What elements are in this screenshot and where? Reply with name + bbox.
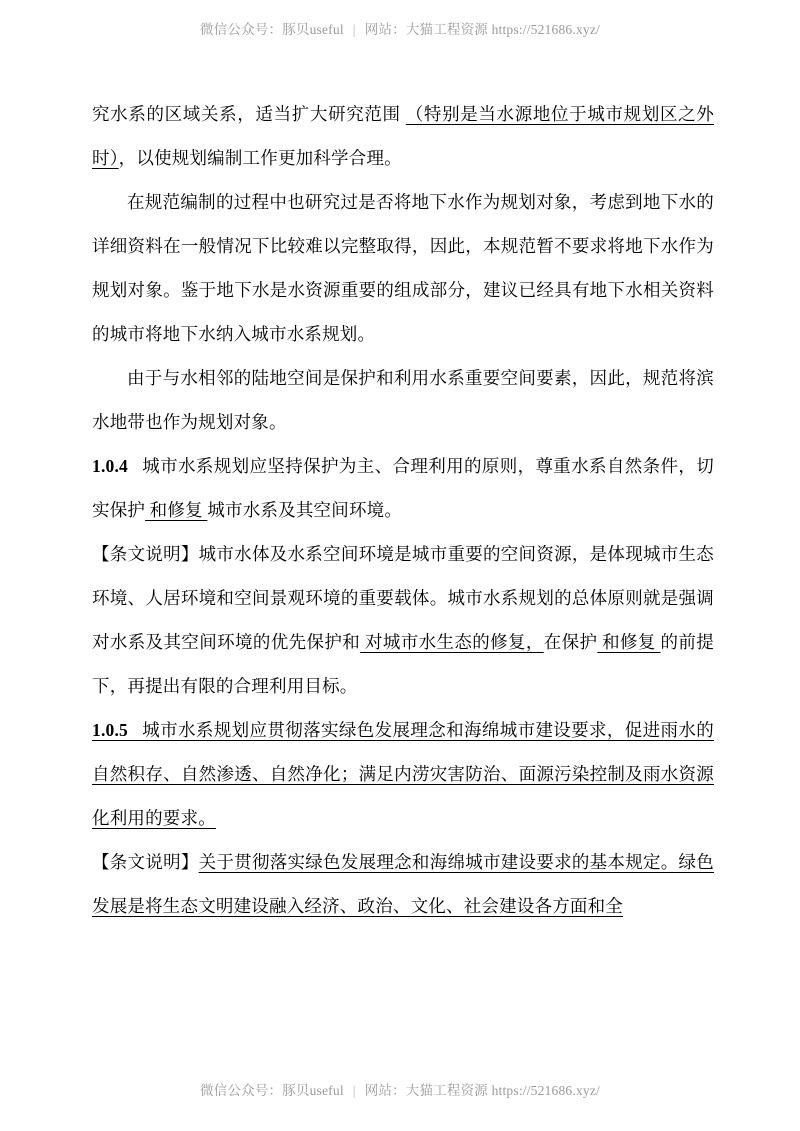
clause-number-1-0-5: 1.0.5	[92, 720, 128, 740]
document-body	[92, 92, 714, 928]
clause-1-0-4-underline-1: 和修复	[145, 500, 208, 520]
clause-number-1-0-4: 1.0.4	[92, 456, 128, 476]
clause-1-0-4	[92, 444, 714, 532]
header-site-label: 网站：	[364, 22, 406, 37]
header-separator: |	[352, 22, 356, 37]
header-site-url[interactable]: https://521686.xyz/	[491, 22, 601, 37]
explanation-1-normal-2: 在保护	[543, 632, 598, 652]
header-account-label: 微信公众号：	[199, 22, 283, 37]
p1-text-normal-2: ，以使规划编制工作更加科学合理。	[118, 148, 402, 168]
explanation-1-0-4	[92, 532, 714, 708]
explanation-label-2: 【条文说明】	[92, 852, 199, 872]
header-site-value: 大猫工程资源	[405, 22, 488, 37]
footer-separator: |	[352, 1083, 356, 1098]
paragraph-1	[92, 92, 714, 180]
footer-site-label: 网站：	[364, 1083, 406, 1098]
header-account-value: 豚贝useful	[282, 22, 344, 37]
p1-text-underline-1: （特别是当水源地位于城市规划区之外时）	[92, 104, 714, 168]
footer-watermark	[0, 1079, 800, 1099]
explanation-label-1: 【条文说明】	[92, 544, 199, 564]
clause-1-0-5	[92, 708, 714, 840]
p1-text-normal-1: 究水系的区域关系，适当扩大研究范围	[92, 104, 406, 124]
clause-1-0-4-normal-2: 城市水系及其空间环境。	[207, 500, 403, 520]
explanation-1-underline-2: 和修复	[597, 632, 661, 652]
paragraph-2: 在规范编制的过程中也研究过是否将地下水作为规划对象，考虑到地下水的详细资料在一般情况下比较难以完整取得，因此，本规范暂不要求将地下水作为规划对象。鉴于地下水是水资源重要的组成部分，建议已经具有地下水相关资料的城市将地下水纳入城市水系规划。	[92, 192, 714, 344]
footer-site-value: 大猫工程资源	[405, 1083, 488, 1098]
footer-site-url[interactable]: https://521686.xyz/	[491, 1083, 601, 1098]
explanation-1-normal-1: 城市水体及水系空间环境是城市重要的空间资源，是体现城市生态环境、人居环境和空间景观环境的重要载体。城市水系规划的总体原则就是强调对水系及其空间环境的优先保护和	[92, 544, 714, 652]
footer-account-value: 豚贝useful	[282, 1083, 344, 1098]
clause-1-0-4-normal-1: 城市水系规划应坚持保护为主、合理利用的原则，尊重水系自然条件，切实保护	[92, 456, 714, 520]
paragraph-3: 由于与水相邻的陆地空间是保护和利用水系重要空间要素，因此，规范将滨水地带也作为规划对象。	[92, 368, 714, 432]
header-watermark	[0, 18, 800, 38]
explanation-2-underline-1: 关于贯彻落实绿色发展理念和海绵城市建设要求的基本规定。绿色发展是将生态文明建设融入经济、政治、文化、社会建设各方面和全	[92, 852, 714, 916]
explanation-1-normal-3: 的前提下，再提出有限的合理利用目标。	[92, 632, 714, 696]
explanation-1-0-5	[92, 840, 714, 928]
explanation-1-underline-1: 对城市水生态的修复，	[360, 632, 544, 652]
clause-1-0-5-text: 城市水系规划应贯彻落实绿色发展理念和海绵城市建设要求，促进雨水的自然积存、自然渗透、自然净化；满足内涝灾害防治、面源污染控制及雨水资源化利用的要求。	[92, 720, 714, 828]
footer-account-label: 微信公众号：	[199, 1083, 283, 1098]
